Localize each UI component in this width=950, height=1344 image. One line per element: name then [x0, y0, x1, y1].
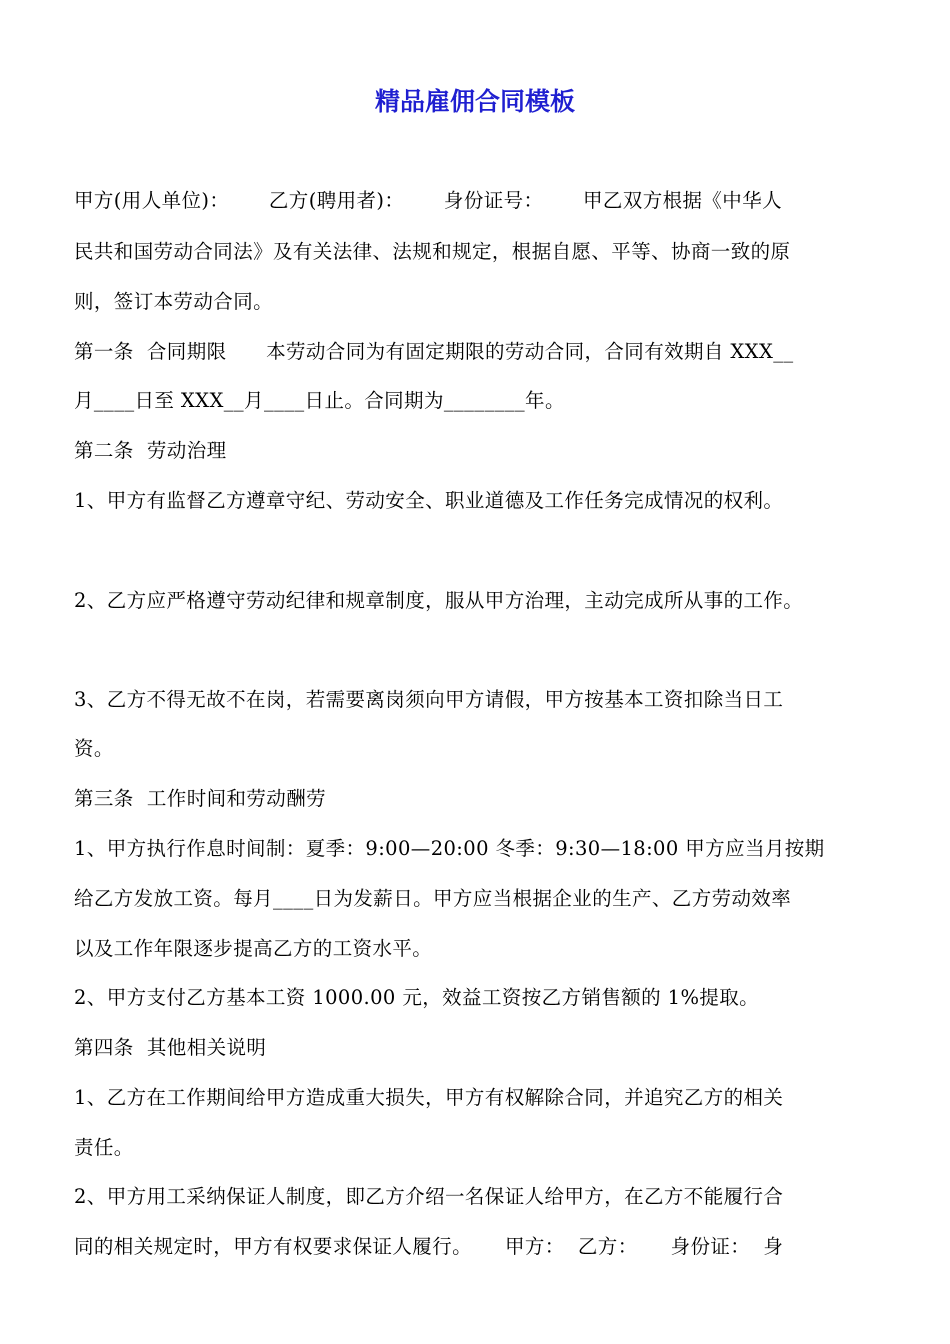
- section-heading: 第三条 工作时间和劳动酬劳: [74, 787, 326, 810]
- paragraph-line: 则，签订本劳动合同。: [74, 290, 274, 313]
- paragraph-line: 1、甲方执行作息时间制：夏季：9:00—20:00 冬季：9:30—18:00 甲方应当月按期: [74, 837, 825, 860]
- paragraph-line: 1、乙方在工作期间给甲方造成重大损失，甲方有权解除合同，并追究乙方的相关: [74, 1086, 784, 1109]
- paragraph-line: 2、甲方支付乙方基本工资 1000.00 元，效益工资按乙方销售额的 1%提取。: [74, 986, 760, 1009]
- paragraph-line: 2、甲方用工采纳保证人制度，即乙方介绍一名保证人给甲方，在乙方不能履行合: [74, 1185, 784, 1208]
- paragraph-line: 第一条 合同期限 本劳动合同为有固定期限的劳动合同，合同有效期自 XXX__: [74, 340, 794, 363]
- paragraph-line: 同的相关规定时，甲方有权要求保证人履行。 甲方： 乙方： 身份证： 身: [74, 1235, 784, 1258]
- paragraph-line: 给乙方发放工资。每月____日为发薪日。甲方应当根据企业的生产、乙方劳动效率: [74, 887, 792, 910]
- paragraph-line: 以及工作年限逐步提高乙方的工资水平。: [74, 937, 433, 960]
- paragraph-line: 1、甲方有监督乙方遵章守纪、劳动安全、职业道德及工作任务完成情况的权利。: [74, 489, 784, 512]
- paragraph-line: 民共和国劳动合同法》及有关法律、法规和规定，根据自愿、平等、协商一致的原: [74, 240, 791, 263]
- paragraph-line: 甲方(用人单位)： 乙方(聘用者)： 身份证号： 甲乙双方根据《中华人: [74, 189, 783, 212]
- paragraph-line: 资。: [74, 737, 114, 760]
- paragraph-line: 2、乙方应严格遵守劳动纪律和规章制度，服从甲方治理，主动完成所从事的工作。: [74, 589, 804, 612]
- paragraph-line: 3、乙方不得无故不在岗，若需要离岗须向甲方请假，甲方按基本工资扣除当日工: [74, 688, 784, 711]
- section-heading: 第四条 其他相关说明: [74, 1036, 267, 1059]
- section-heading: 第二条 劳动治理: [74, 439, 227, 462]
- paragraph-line: 责任。: [74, 1136, 134, 1159]
- paragraph-line: 月____日至 XXX__月____日止。合同期为________年。: [74, 389, 565, 412]
- document-title: 精品雇佣合同模板: [374, 87, 575, 116]
